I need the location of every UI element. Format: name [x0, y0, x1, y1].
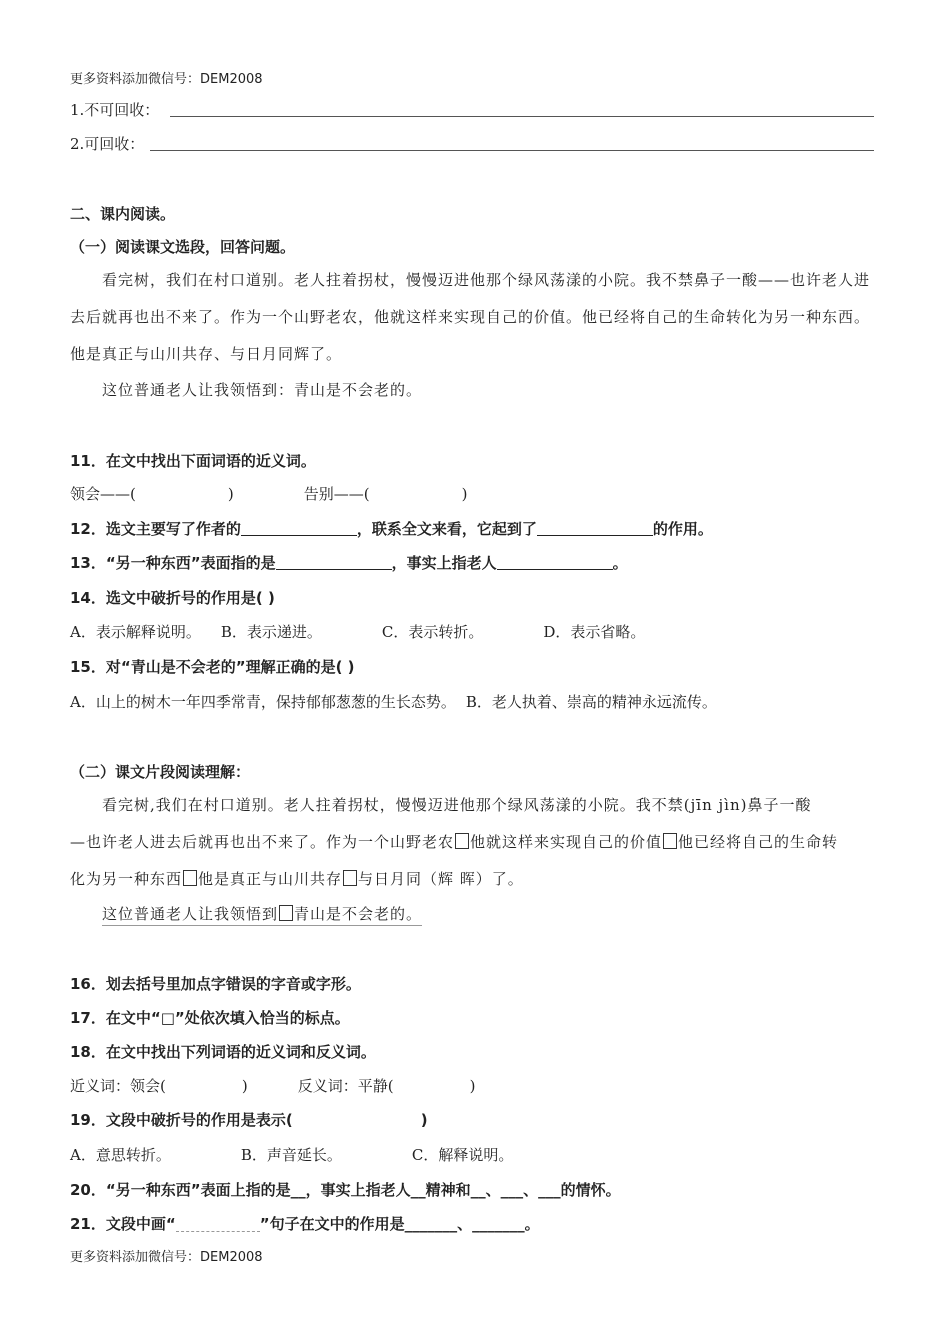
q11-label-b: 告别——(: [303, 485, 370, 503]
punct-box-2[interactable]: [663, 833, 677, 849]
question-14: 14．选文中破折号的作用是( ): [70, 589, 275, 607]
q19-option-b[interactable]: B．声音延长。: [240, 1146, 342, 1164]
q14-option-b[interactable]: B．表示递进。: [220, 623, 322, 641]
q14-options: [70, 622, 645, 642]
punct-box-3[interactable]: [183, 870, 197, 886]
q18-synonym-label: 近义词：领会(: [70, 1077, 166, 1095]
q12-blank-2[interactable]: [537, 519, 653, 536]
section-two-title: 二、课内阅读。: [70, 205, 176, 223]
q19-options: [70, 1145, 513, 1165]
q15-option-a[interactable]: A．山上的树木一年四季常青，保持郁郁葱葱的生长态势。: [70, 693, 456, 711]
part-two-passage-line-4: 这位普通老人让我领悟到 青山是不会老的。: [102, 904, 422, 926]
part-one-title: （一）阅读课文选段，回答问题。: [70, 238, 296, 256]
q19-option-a[interactable]: A．意思转折。: [70, 1146, 171, 1164]
part-two-passage-line-2: —也许老人进去后就再也出不来了。作为一个山野老农 他就这样来实现自己的价值 他已经将自己的生命转: [70, 833, 839, 851]
punct-box-4[interactable]: [343, 870, 357, 886]
q11-answer-row: [70, 484, 467, 504]
question-16: 16．划去括号里加点字错误的字音或字形。: [70, 975, 361, 993]
q14-option-d[interactable]: D．表示省略。: [543, 623, 646, 641]
q14-option-c[interactable]: C．表示转折。: [381, 623, 484, 641]
q15-option-b[interactable]: B．老人执着、崇高的精神永远流传。: [465, 693, 717, 711]
question-15: 15．对“青山是不会老的”理解正确的是( ): [70, 658, 355, 676]
q19-option-c[interactable]: C．解释说明。: [411, 1146, 514, 1164]
q11-close-b: ): [461, 485, 468, 503]
q18-close-a: ): [241, 1077, 248, 1095]
q14-option-a[interactable]: A．表示解释说明。: [70, 623, 201, 641]
answer-line-nonrecyclable[interactable]: [170, 116, 874, 117]
q18-close-b: ): [469, 1077, 476, 1095]
footer-note: 更多资料添加微信号：DEM2008: [70, 1250, 263, 1265]
header-note: 更多资料添加微信号：DEM2008: [70, 72, 263, 87]
q18-answer-row: [70, 1076, 475, 1096]
part-two-passage-line-1: 看完树,我们在村口道别。老人拄着拐杖，慢慢迈进他那个绿风荡漾的小院。我不禁(jīn jìn)鼻子一酸: [102, 796, 812, 814]
question-17: 17．在文中“□”处依次填入恰当的标点。: [70, 1009, 350, 1027]
fill-item-recyclable: 2.可回收：: [70, 135, 145, 153]
question-18: 18．在文中找出下列词语的近义词和反义词。: [70, 1043, 376, 1061]
question-12: 12．选文主要写了作者的 ，联系全文来看，它起到了 的作用。: [70, 520, 713, 538]
q13-blank-2[interactable]: [497, 553, 613, 570]
q21-dotted-sentence-mark: [176, 1216, 260, 1232]
q12-blank-1[interactable]: [241, 519, 357, 536]
punct-box-1[interactable]: [455, 833, 469, 849]
fill-item-nonrecyclable: 1.不可回收：: [70, 101, 160, 119]
question-13: 13．“另一种东西”表面指的是 ，事实上指老人 。: [70, 554, 628, 572]
part-two-passage-line-3: 化为另一种东西 他是真正与山川共存 与日月同（辉 晖）了。: [70, 870, 524, 888]
q15-options: [70, 692, 717, 712]
question-21: 21．文段中画“ ”句子在文中的作用是_______、_______。: [70, 1215, 540, 1233]
question-20: 20．“另一种东西”表面上指的是__，事实上指老人__精神和__、___、___的情怀。: [70, 1181, 621, 1199]
question-11: 11．在文中找出下面词语的近义词。: [70, 452, 316, 470]
part-one-passage-conclusion: 这位普通老人让我领悟到：青山是不会老的。: [102, 381, 423, 399]
q18-antonym-label: 反义词：平静(: [297, 1077, 394, 1095]
q13-blank-1[interactable]: [276, 553, 392, 570]
punct-box-5[interactable]: [279, 905, 293, 921]
answer-line-recyclable[interactable]: [150, 150, 874, 151]
q11-close-a: ): [227, 485, 234, 503]
q11-label-a: 领会——(: [70, 485, 136, 503]
question-19: 19．文段中破折号的作用是表示( ): [70, 1111, 428, 1129]
part-two-title: （二）课文片段阅读理解：: [70, 763, 251, 781]
part-one-passage: 看完树，我们在村口道别。老人拄着拐杖，慢慢迈进他那个绿风荡漾的小院。我不禁鼻子一酸——也许老人进去后就再也出不来了。作为一个山野老农，他就这样来实现自己的价值。他已经将自己的生命转化为另一种东西。他是真正与山川共存、与日月同辉了。: [70, 271, 871, 363]
